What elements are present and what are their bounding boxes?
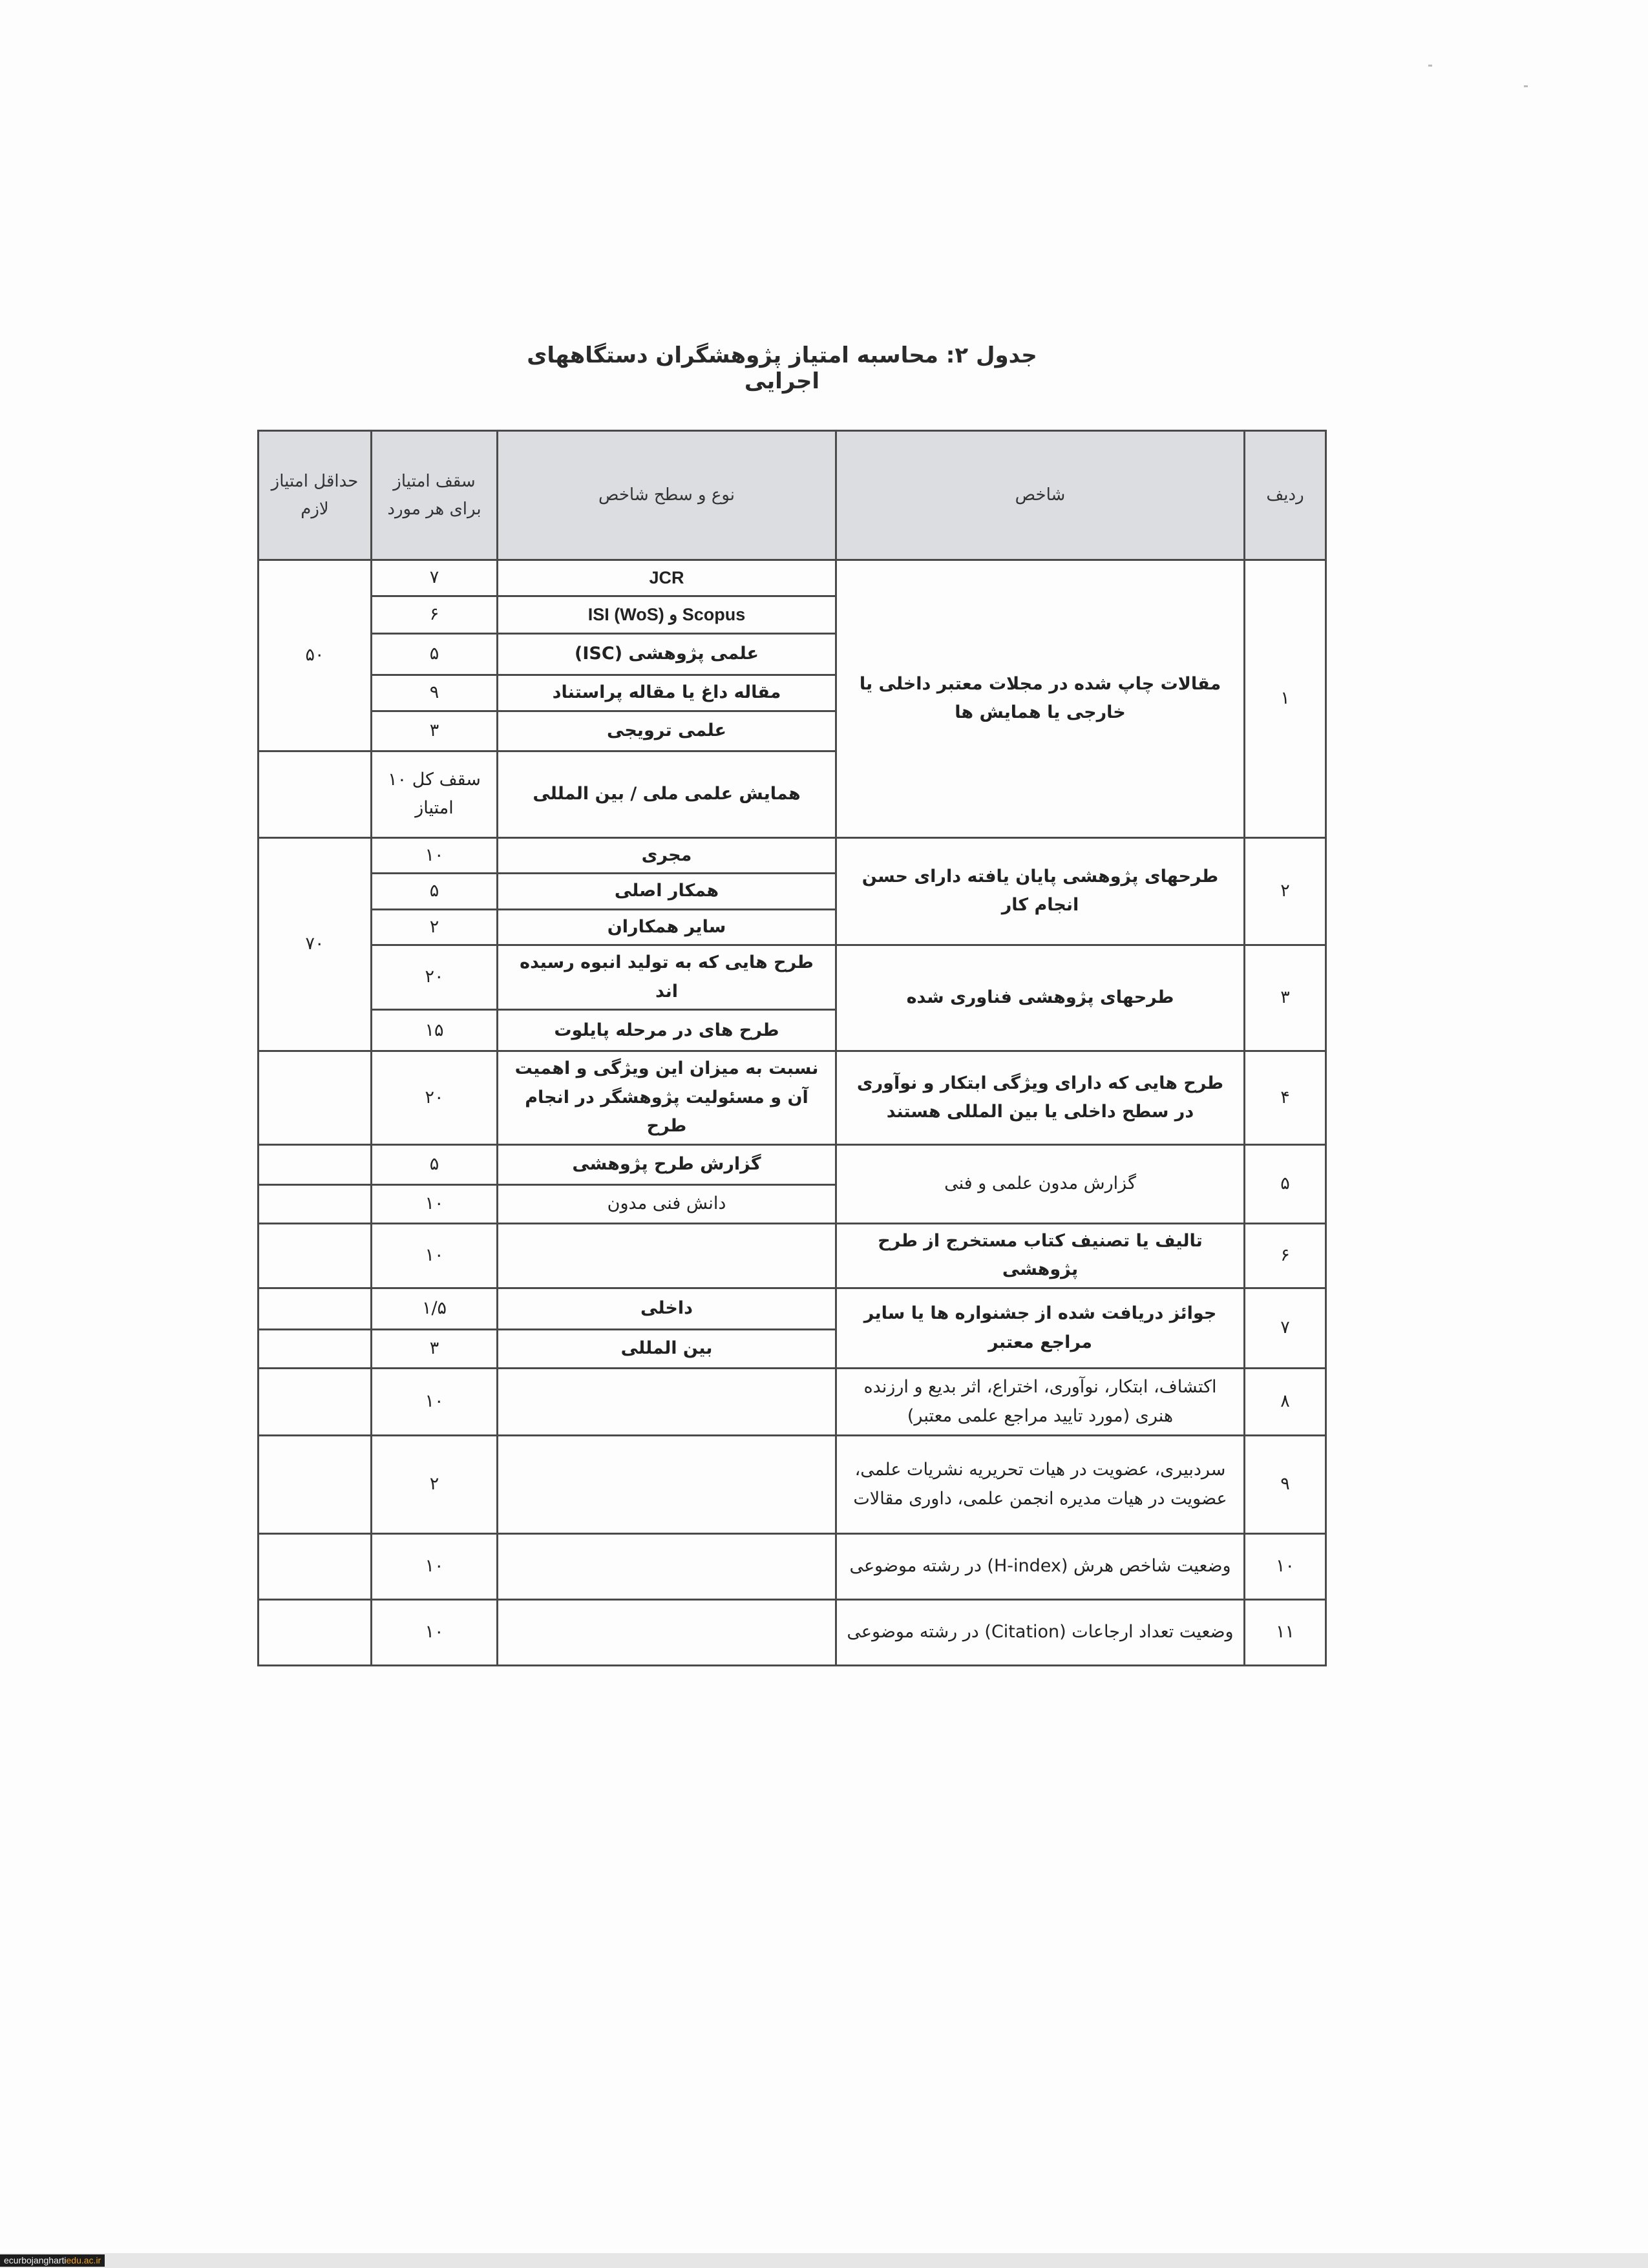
type-cell: طرح های در مرحله پایلوت <box>498 1010 836 1051</box>
table-row <box>259 1223 1326 1288</box>
indicator-cell: مقالات چاپ شده در مجلات معتبر داخلی یا خارجی یا همایش ها <box>836 560 1245 838</box>
score-table <box>257 430 1327 1666</box>
row-number: ۹ <box>1245 1436 1326 1534</box>
score-cell: ۵ <box>372 1144 498 1184</box>
header-row <box>259 431 1326 560</box>
row-number: ۱۱ <box>1245 1600 1326 1666</box>
watermark-accent: edu.ac.ir <box>66 2255 101 2265</box>
indicator-cell: وضعیت تعداد ارجاعات (Citation) در رشته موضوعی <box>836 1600 1245 1666</box>
indicator-cell: اکتشاف، ابتکار، نوآوری، اختراع، اثر بدیع و ارزنده هنری (مورد تایید مراجع علمی معتبر) <box>836 1369 1245 1436</box>
type-cell <box>498 1436 836 1534</box>
score-cell: ۵ <box>372 633 498 675</box>
min-score-cell <box>259 1600 372 1666</box>
score-cell: ۵ <box>372 874 498 910</box>
site-watermark <box>0 2254 105 2267</box>
type-cell: JCR <box>498 560 836 596</box>
score-cell: ۱۵ <box>372 1010 498 1051</box>
header-type: نوع و سطح شاخص <box>498 431 836 560</box>
type-cell <box>498 1600 836 1666</box>
indicator-cell: جوائز دریافت شده از جشنواره ها یا سایر مراجع معتبر <box>836 1288 1245 1369</box>
indicator-cell: سردبیری، عضویت در هیات تحریریه نشریات علمی، عضویت در هیات مدیره انجمن علمی، داوری مقالات <box>836 1436 1245 1534</box>
table-row <box>259 837 1326 874</box>
scan-speck <box>1428 65 1432 67</box>
row-number: ۴ <box>1245 1051 1326 1145</box>
table-row <box>259 1534 1326 1600</box>
row-number: ۳ <box>1245 945 1326 1051</box>
table-row <box>259 1436 1326 1534</box>
type-cell: علمی ترویجی <box>498 711 836 751</box>
type-cell: بین المللی <box>498 1330 836 1369</box>
min-score-cell <box>259 1144 372 1184</box>
score-cell: ۲۰ <box>372 1051 498 1145</box>
score-cell: ۱۰ <box>372 837 498 874</box>
min-score-cell: ۷۰ <box>259 837 372 1051</box>
row-number: ۷ <box>1245 1288 1326 1369</box>
row-number: ۶ <box>1245 1223 1326 1288</box>
indicator-cell: طرحهای پژوهشی فناوری شده <box>836 945 1245 1051</box>
min-score-cell <box>259 1288 372 1330</box>
table-title: جدول ۲: محاسبه امتیاز پژوهشگران دستگاههای اجرایی <box>527 342 1037 394</box>
type-cell <box>498 1534 836 1600</box>
min-score-cell <box>259 1051 372 1145</box>
score-cell: ۱۰ <box>372 1369 498 1436</box>
type-cell: سایر همکاران <box>498 909 836 945</box>
type-cell: گزارش طرح پژوهشی <box>498 1144 836 1184</box>
min-score-cell <box>259 1534 372 1600</box>
header-row-number: ردیف <box>1245 431 1326 560</box>
type-cell: داخلی <box>498 1288 836 1330</box>
header-min: حداقل امتیاز لازم <box>259 431 372 560</box>
min-score-cell: ۵۰ <box>259 560 372 751</box>
row-number: ۵ <box>1245 1144 1326 1223</box>
score-cell: ۲ <box>372 1436 498 1534</box>
table-row <box>259 560 1326 596</box>
score-cell: ۶ <box>372 596 498 633</box>
type-cell: مقاله داغ یا مقاله پراستناد <box>498 675 836 711</box>
type-cell: نسبت به میزان این ویژگی و اهمیت آن و مسئولیت پژوهشگر در انجام طرح <box>498 1051 836 1145</box>
type-cell: Scopus و ISI (WoS) <box>498 596 836 633</box>
indicator-cell: طرح هایی که دارای ویژگی ابتکار و نوآوری در سطح داخلی یا بین المللی هستند <box>836 1051 1245 1145</box>
table-row <box>259 1144 1326 1184</box>
row-number: ۱۰ <box>1245 1534 1326 1600</box>
watermark-text: ecurbojangharti <box>4 2255 67 2265</box>
score-cell: ۱۰ <box>372 1534 498 1600</box>
type-cell: همایش علمی ملی / بین المللی <box>498 751 836 837</box>
score-cell: ۲۰ <box>372 945 498 1010</box>
score-cell: ۱۰ <box>372 1223 498 1288</box>
score-cell: ۲ <box>372 909 498 945</box>
table-row <box>259 1051 1326 1145</box>
min-score-cell <box>259 1369 372 1436</box>
type-cell: مجری <box>498 837 836 874</box>
type-cell <box>498 1223 836 1288</box>
row-number: ۱ <box>1245 560 1326 838</box>
table-row <box>259 1369 1326 1436</box>
header-indicator: شاخص <box>836 431 1245 560</box>
indicator-cell: وضعیت شاخص هرش (H-index) در رشته موضوعی <box>836 1534 1245 1600</box>
table-row <box>259 1600 1326 1666</box>
score-cell: ۱۰ <box>372 1184 498 1223</box>
score-cell: ۳ <box>372 1330 498 1369</box>
score-cell: سقف کل ۱۰ امتیاز <box>372 751 498 837</box>
score-cell: ۱/۵ <box>372 1288 498 1330</box>
type-cell <box>498 1369 836 1436</box>
row-number: ۸ <box>1245 1369 1326 1436</box>
score-cell: ۳ <box>372 711 498 751</box>
table-row <box>259 945 1326 1010</box>
scan-bottom-edge <box>0 2253 1648 2268</box>
indicator-cell: گزارش مدون علمی و فنی <box>836 1144 1245 1223</box>
min-score-cell <box>259 1330 372 1369</box>
table-row <box>259 1288 1326 1330</box>
min-score-cell <box>259 1184 372 1223</box>
type-cell: علمی پژوهشی (ISC) <box>498 633 836 675</box>
type-cell: همکار اصلی <box>498 874 836 910</box>
scan-speck <box>1524 85 1528 87</box>
min-score-cell <box>259 1436 372 1534</box>
score-cell: ۷ <box>372 560 498 596</box>
type-cell: طرح هایی که به تولید انبوه رسیده اند <box>498 945 836 1010</box>
indicator-cell: طرحهای پژوهشی پایان یافته دارای حسن انجام کار <box>836 837 1245 945</box>
type-cell: دانش فنی مدون <box>498 1184 836 1223</box>
score-cell: ۹ <box>372 675 498 711</box>
min-score-cell <box>259 751 372 837</box>
row-number: ۲ <box>1245 837 1326 945</box>
indicator-cell: تالیف یا تصنیف کتاب مستخرج از طرح پژوهشی <box>836 1223 1245 1288</box>
score-cell: ۱۰ <box>372 1600 498 1666</box>
min-score-cell <box>259 1223 372 1288</box>
header-ceiling: سقف امتیاز برای هر مورد <box>372 431 498 560</box>
